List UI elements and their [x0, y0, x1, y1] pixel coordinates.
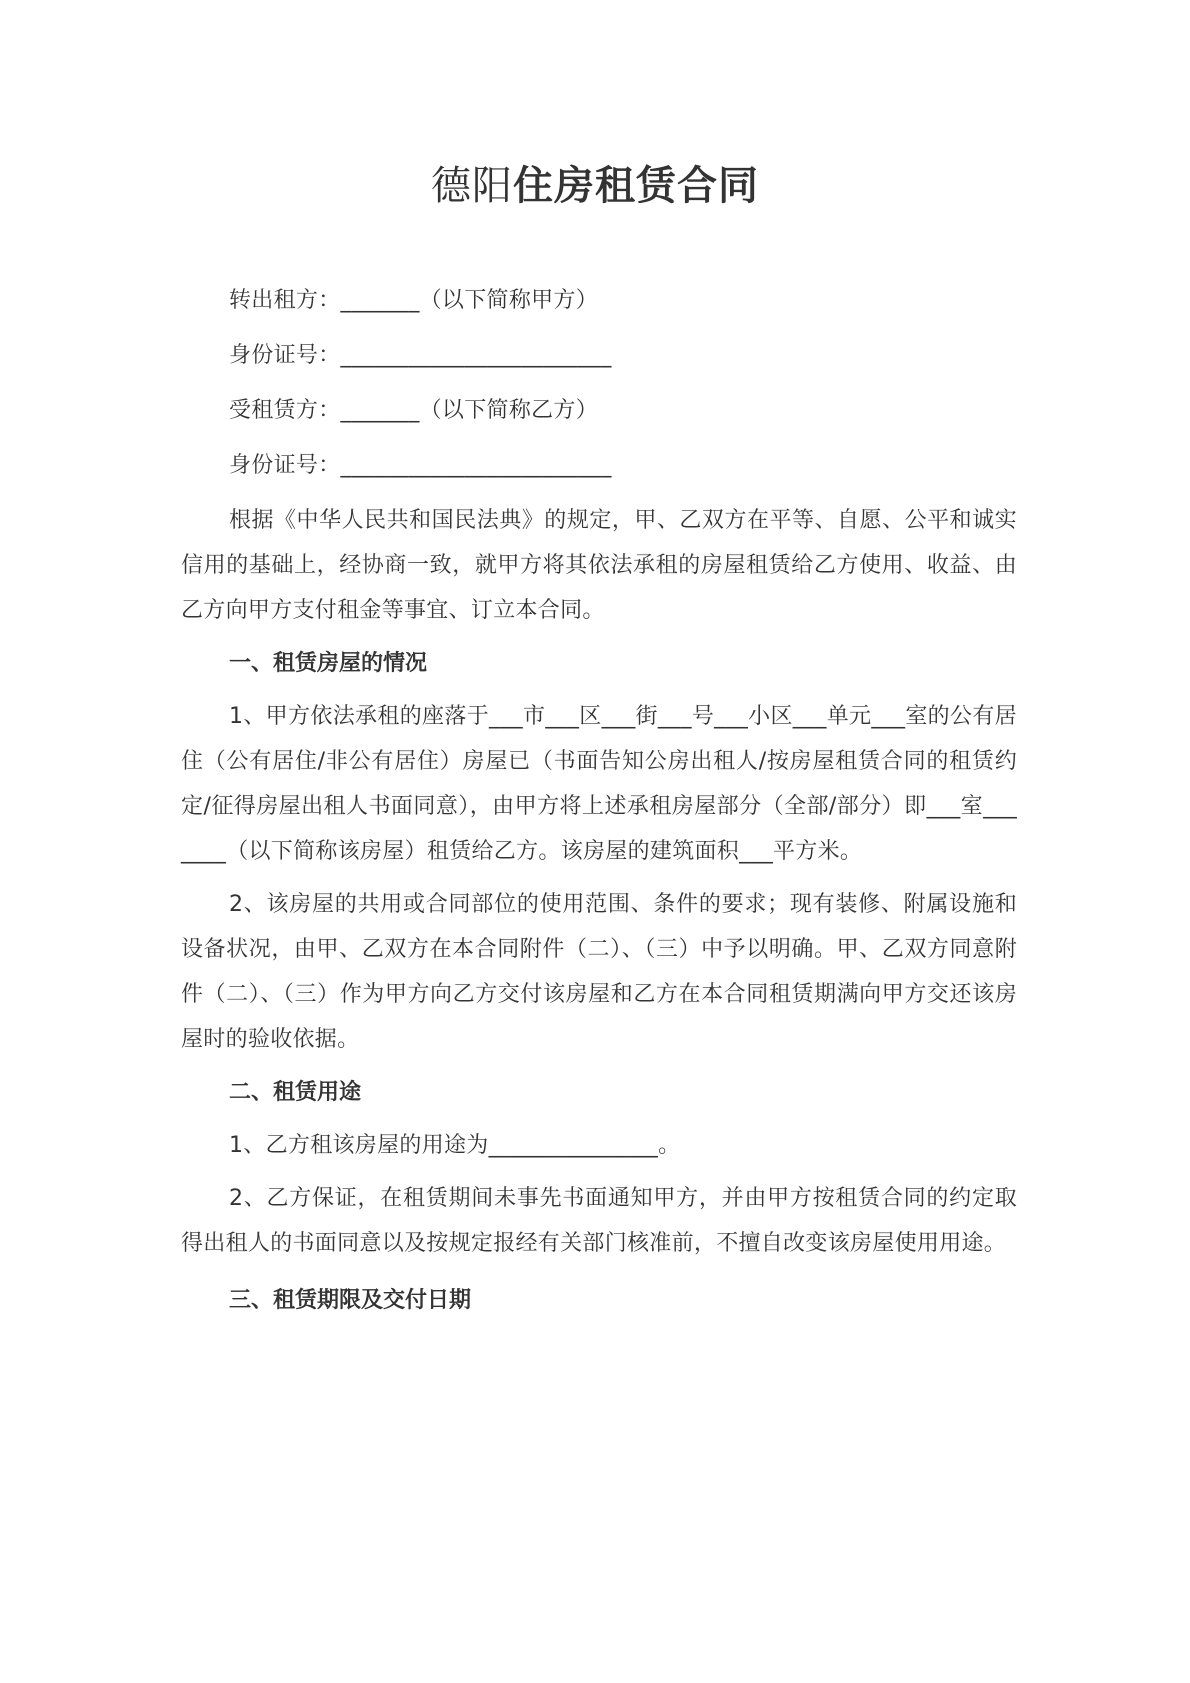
- party-lessee-suffix: （以下简称乙方）: [419, 398, 599, 423]
- party-lessor-suffix: （以下简称甲方）: [419, 288, 599, 313]
- party-lessee-id-field: [181, 443, 1017, 488]
- party-lessor-id-blank: ________________________: [340, 343, 612, 368]
- section-1-clause-2: 2、该房屋的共用或合同部位的使用范围、条件的要求；现有装修、附属设施和设备状况，由甲、乙双方在本合同附件（二）、（三）中予以明确。甲、乙双方同意附件（二）、（三）作为甲方向乙方交付该房屋和乙方在本合同租赁期满向甲方交还该房屋时的验收依据。: [181, 892, 1017, 1052]
- document-body: [181, 278, 1017, 1323]
- intro-paragraph: 根据《中华人民共和国民法典》的规定，甲、乙双方在平等、自愿、公平和诚实信用的基础上，经协商一致，就甲方将其依法承租的房屋租赁给乙方使用、收益、由乙方向甲方支付租金等事宜、订立本合同。: [181, 508, 1017, 623]
- section-1-clause-1: 1、甲方依法承租的座落于___市___区___街___号___小区___单元___室的公有居住（公有居住/非公有居住）房屋已（书面告知公房出租人/按房屋租赁合同的租赁约定/征得房屋出租人书面同意），由甲方将上述承租房屋部分（全部/部分）即___室_______（以下简称该房屋）租赁给乙方。该房屋的建筑面积___平方米。: [181, 704, 1017, 864]
- party-lessee-id-label: 身份证号：: [229, 453, 341, 478]
- party-lessor-id-label: 身份证号：: [229, 343, 341, 368]
- party-lessor-label: 转出租方：: [229, 288, 341, 313]
- party-lessee-field: [181, 388, 1017, 433]
- document-title: [0, 158, 1190, 214]
- party-lessor-field: [181, 278, 1017, 323]
- title-city: 德阳: [431, 163, 513, 209]
- party-lessee-label: 受租赁方：: [229, 398, 341, 423]
- section-heading-3: 三、租赁期限及交付日期: [229, 1288, 472, 1313]
- party-lessee-blank: _______: [340, 398, 420, 423]
- section-2-clause-2: 2、乙方保证，在租赁期间未事先书面通知甲方，并由甲方按租赁合同的约定取得出租人的书面同意以及按规定报经有关部门核准前，不擅自改变该房屋使用用途。: [181, 1186, 1017, 1256]
- party-lessor-id-field: [181, 333, 1017, 378]
- section-heading-2: 二、租赁用途: [229, 1080, 362, 1105]
- party-lessee-id-blank: ________________________: [340, 453, 612, 478]
- section-2-clause-1: 1、乙方租该房屋的用途为_______________。: [229, 1133, 681, 1158]
- section-heading-1: 一、租赁房屋的情况: [229, 651, 428, 676]
- title-main: 住房租赁合同: [513, 163, 759, 209]
- party-lessor-blank: _______: [340, 288, 420, 313]
